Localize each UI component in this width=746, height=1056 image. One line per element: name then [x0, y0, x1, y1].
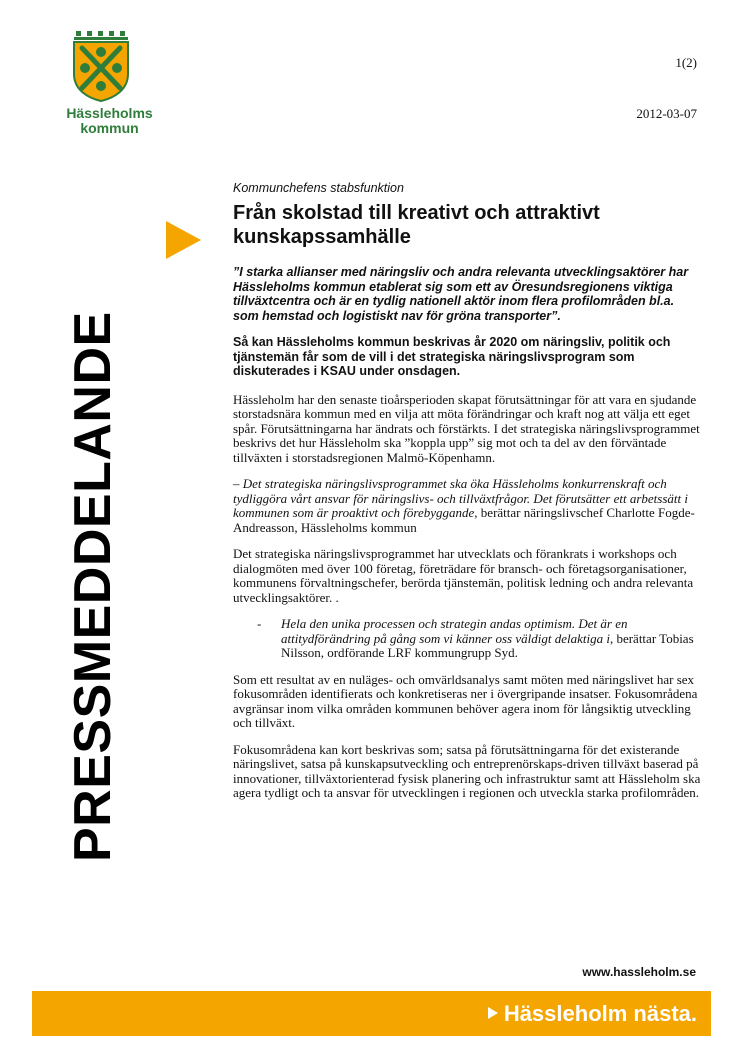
article-body: [233, 181, 703, 813]
paragraph-5: Som ett resultat av en nuläges- och omvärldsanalys samt möten med näringslivet har sex fokusområden identifierats och konkretiseras ner i övergripande insatser. Fokusområdena avgränsar inom vilka områden kommunen behöver agera inom för långsiktig utveckling och tillväxt.: [233, 671, 698, 730]
vertical-title: PRESSMEDDELANDE: [64, 311, 122, 862]
article-headline: Från skolstad till kreativt och attraktivt kunskapssamhälle: [233, 202, 600, 248]
paragraph-6: Fokusområdena kan kort beskrivas som; satsa på förutsättningarna för det existerande näringslivet, satsa på kunskapsutveckling och entreprenörskaps-driven tillväxt baserad på innovationer, tillväxtorienterad fysisk planering och infrastruktur samt att Hässleholm ska agera tydligt och ta ansvar för utvecklingen i regionen och utveckla starka profilområden.: [233, 741, 701, 800]
organization-name-line1: Hässleholms: [66, 105, 153, 121]
slogan-text: Hässleholm nästa.: [503, 1001, 697, 1026]
headline-arrow-icon: [166, 221, 201, 259]
municipality-logo: [60, 30, 160, 136]
page-number: 1(2): [675, 55, 697, 70]
paragraph-2-attribution: , berättar näringslivschef Charlotte Fogde-Andreasson, Hässleholms kommun: [233, 505, 695, 535]
paragraph-2: [233, 477, 703, 535]
intro-paragraph: Så kan Hässleholms kommun beskrivas år 2020 om näringsliv, politik och tjänstemän får som de vill i det strategiska näringslivsprogram som diskuterades i KSAU under onsdagen.: [233, 335, 671, 378]
website-link[interactable]: www.hassleholm.se: [582, 965, 696, 979]
organization-name: [57, 106, 162, 136]
coat-of-arms-icon: [70, 30, 132, 102]
slogan: [488, 1001, 697, 1027]
paragraph-4-quote: Hela den unika processen och strategin andas optimism. Det är en attitydförändring på gång som vi känner oss väldigt delaktiga i: [281, 616, 628, 646]
lead-quote: ”I starka allianser med näringsliv och andra relevanta utvecklingsaktörer har Hässleholms kommun etablerat sig som ett av Öresundsregionens viktiga tillväxtcentra och är en tydlig nationell aktör inom flera profilområden bl.a. som hemstad och logistiskt nav för gröna transporter”.: [233, 265, 689, 323]
paragraph-4-attribution: , berättar Tobias Nilsson, ordförande LRF kommungrupp Syd.: [281, 630, 694, 660]
paragraph-4: [233, 617, 703, 661]
footer-bar: [32, 991, 711, 1036]
bullet-dash: -: [257, 616, 262, 631]
paragraph-3: Det strategiska näringslivsprogrammet har utvecklats och förankrats i workshops och dialogmöten med över 100 företag, företrädare för bransch- och företagsorganisationer, kommunens förvaltningschefer, berörda tjänstemän, politisk ledning och andra relevanta utvecklingsaktörer. .: [233, 546, 694, 605]
paragraph-1: Hässleholm har den senaste tioårsperioden skapat förutsättningar för att vara en sjudande storstadsnära kommun med en vilja att möta förändringar och kraft nog att välja ett eget spår. Förutsättningarna har ändrats och förstärkts. I det strategiska näringslivsprogrammet beskrivs det hur Hässleholm ska ”koppla upp” sig mot och ta del av den förväntade tillväxten i storstadsregionen Malmö-Köpenhamn.: [233, 391, 700, 465]
slogan-arrow-icon: [488, 1007, 498, 1019]
department-label: Kommunchefens stabsfunktion: [233, 181, 404, 195]
organization-name-line2: kommun: [80, 120, 139, 136]
paragraph-2-quote: – Det strategiska näringslivsprogrammet ska öka Hässleholms konkurrenskraft och tydliggöra vårt ansvar för näringslivs- och tillväxtfrågor. Det förutsätter ett arbetssätt i kommunen som är proaktivt och förebyggande: [233, 476, 688, 520]
document-date: 2012-03-07: [636, 106, 697, 121]
